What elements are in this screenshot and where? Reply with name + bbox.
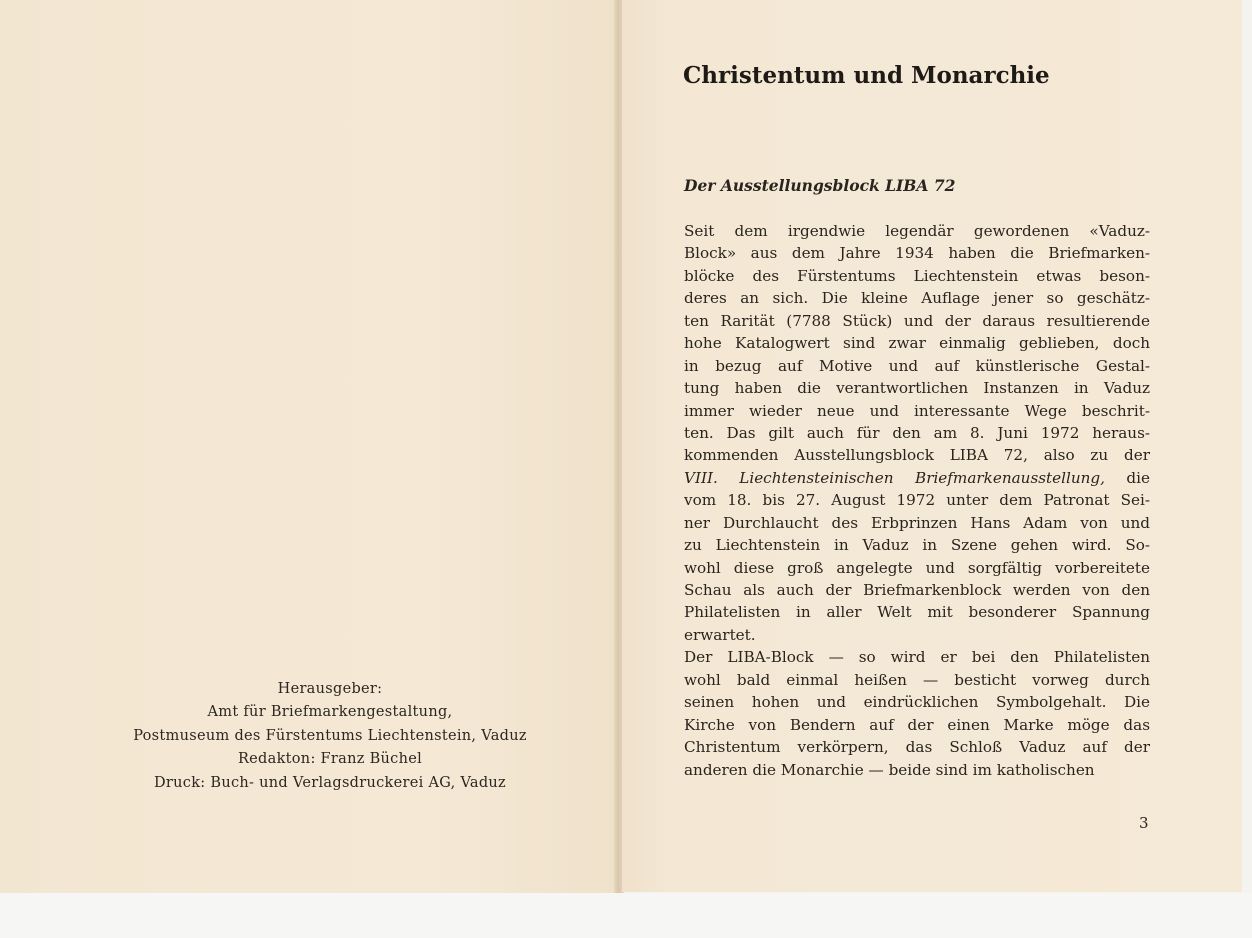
body-line: ten Rarität (7788 Stück) und der daraus resultierende: [684, 311, 1150, 330]
page-number: 3: [1139, 814, 1149, 832]
imprint-editor: Redakton: Franz Büchel: [237, 751, 423, 768]
body-line: Der LIBA-Block — so wird er bei den Philatelisten: [684, 648, 1150, 667]
body-line: ner Durchlaucht des Erbprinzen Hans Adam von und: [684, 513, 1150, 532]
body-line: in bezug auf Motive und auf künstlerische Gestal-: [684, 356, 1150, 375]
body-line: erwartet.: [684, 625, 756, 644]
body-line: VIII. Liechtensteinischen Briefmarkenausstellung, die: [684, 468, 1150, 487]
left-page: [0, 0, 618, 896]
body-line: blöcke des Fürstentums Liechtenstein etwas beson-: [684, 266, 1150, 285]
section-subtitle: Der Ausstellungsblock LIBA 72: [684, 176, 956, 195]
scanner-background: [0, 893, 1252, 938]
body-line: kommenden Ausstellungsblock LIBA 72, also zu der: [684, 446, 1150, 465]
body-line: Schau als auch der Briefmarkenblock werden von den: [684, 581, 1150, 599]
body-line: vom 18. bis 27. August 1972 unter dem Patronat Sei-: [684, 491, 1150, 510]
body-line: Seit dem irgendwie legendär gewordenen «Vaduz-: [684, 222, 1150, 240]
imprint-office: Amt für Briefmarkengestaltung,: [207, 704, 453, 721]
body-text: [684, 220, 1150, 781]
chapter-title: Christentum und Monarchie: [683, 62, 1050, 89]
body-line: immer wieder neue und interessante Wege beschrit-: [684, 401, 1150, 420]
body-line: anderen die Monarchie — beide sind im katholischen: [684, 760, 1095, 779]
body-line: wohl diese groß angelegte und sorgfältig vorbereitete: [684, 558, 1150, 577]
body-line: tung haben die verantwortlichen Instanzen in Vaduz: [684, 379, 1150, 398]
body-line: Block» aus dem Jahre 1934 haben die Briefmarken-: [684, 244, 1150, 263]
imprint-museum: Postmuseum des Fürstentums Liechtenstein, Vaduz: [133, 727, 527, 744]
body-line: zu Liechtenstein in Vaduz in Szene gehen wird. So-: [684, 536, 1150, 555]
body-line: hohe Katalogwert sind zwar einmalig geblieben, doch: [684, 334, 1150, 353]
body-line: wohl bald einmal heißen — besticht vorweg durch: [684, 670, 1150, 689]
body-line: ten. Das gilt auch für den am 8. Juni 1972 heraus-: [684, 423, 1150, 442]
italic-exhibition-name: VIII. Liechtensteinischen Briefmarkenausstellung,: [684, 468, 1105, 487]
body-line: Kirche von Bendern auf der einen Marke möge das: [684, 715, 1150, 734]
body-line: seinen hohen und eindrücklichen Symbolgehalt. Die: [684, 693, 1150, 712]
imprint-publisher-heading: Herausgeber:: [277, 681, 383, 697]
imprint-printer: Druck: Buch- und Verlagsdruckerei AG, Vaduz: [154, 774, 506, 791]
body-line: Christentum verkörpern, das Schloß Vaduz auf der: [684, 738, 1150, 757]
body-line: Philatelisten in aller Welt mit besonderer Spannung: [684, 603, 1150, 622]
imprint: [120, 678, 540, 795]
body-line: deres an sich. Die kleine Auflage jener so geschätz-: [684, 289, 1150, 308]
